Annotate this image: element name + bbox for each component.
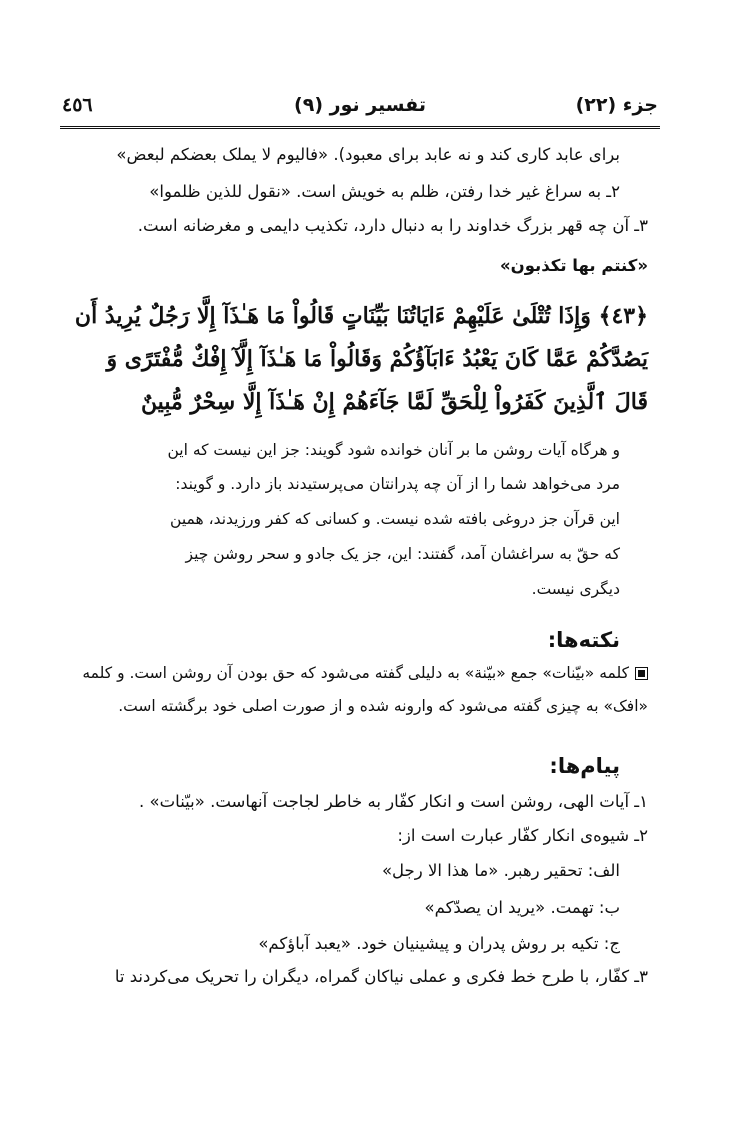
message-sub-item: الف: تحقیر رهبر. «ما هذا الا رجل» [381,861,620,880]
translation-line: این قرآن جز دروغی بافته شده نیست. و کسانی که کفر ورزیدند، همین [170,510,620,528]
note-line [82,664,648,682]
message-sub-item: ب: تهمت. «یرید ان یصدّکم» [424,898,620,917]
square-bullet-icon [635,667,648,680]
book-title: تفسیر نور (٩) [294,94,426,116]
message-line: ٢ـ شیوه‌ی انکار کفّار عبارت است از: [397,826,648,845]
page-number: ٤٥٦ [62,94,93,116]
part-label: جزء (٢٢) [575,94,658,116]
text-line: ٢ـ به سراغ غیر خدا رفتن، ظلم به خویش است. «نقول للذین ظلموا» [149,182,620,201]
notes-heading: نکته‌ها: [547,628,620,652]
translation-line: که حقّ به سراغشان آمد، گفتند: این، جز یک جادو و سحر روشن چیز [185,545,620,563]
note-line: «افک» به چیزی گفته می‌شود که وارونه شده و از صورت اصلی خود برگشته است. [118,697,648,715]
translation-line: مرد می‌خواهد شما را از آن چه پدرانتان می‌پرستیدند باز دارد. و گویند: [175,475,620,493]
message-line: ١ـ آیات الهی، روشن است و انکار کفّار به خاطر لجاجت آنهاست. «بیّنات» . [139,792,648,811]
message-sub-item: ج: تکیه بر روش پدران و پیشینیان خود. «یعبد آباؤکم» [258,934,620,953]
quran-verse-line: ﴿٤٣﴾ وَإِذَا تُتْلَىٰ عَلَيْهِمْ ءَايَاتُنَا بَيِّنَاتٍ قَالُواْ مَا هَـٰذَآ إِلَّا رَجُلٌ يُرِيدُ أَن [74,303,648,329]
message-line: ٣ـ کفّار، با طرح خط فکری و عملی نیاکان گمراه، دیگران را تحریک می‌کردند تا [114,967,648,986]
translation-line: دیگری نیست. [531,580,620,598]
quran-verse-line: يَصُدَّكُمْ عَمَّا كَانَ يَعْبُدُ ءَابَآؤُكُمْ وَقَالُواْ مَا هَـٰذَآ إِلَّآ إِفْكٌ مُّفْتَرًى وَ [106,346,648,372]
text-line: «کنتم بها تکذبون» [499,256,648,275]
translation-line: و هرگاه آیات روشن ما بر آنان خوانده شود گویند: جز این نیست که این [167,441,620,459]
page-header [60,92,660,129]
quran-verse-line: قَالَ ٱلَّذِينَ كَفَرُواْ لِلْحَقِّ لَمَّا جَآءَهُمْ إِنْ هَـٰذَآ إِلَّا سِحْرٌ مُّبِينٌ [140,389,648,415]
messages-heading: پیام‌ها: [549,754,620,778]
text-line: ٣ـ آن چه قهر بزرگ خداوند را به دنبال دارد، تکذیب دایمی و مغرضانه است. [137,216,648,235]
text-line: برای عابد کاری کند و نه عابد برای معبود). «فالیوم لا یملک بعضکم لبعض» [116,145,620,164]
note-text: کلمه «بیّنات» جمع «بیّنة» به دلیلی گفته می‌شود که حق بودن آن روشن است. و کلمه [82,664,629,682]
